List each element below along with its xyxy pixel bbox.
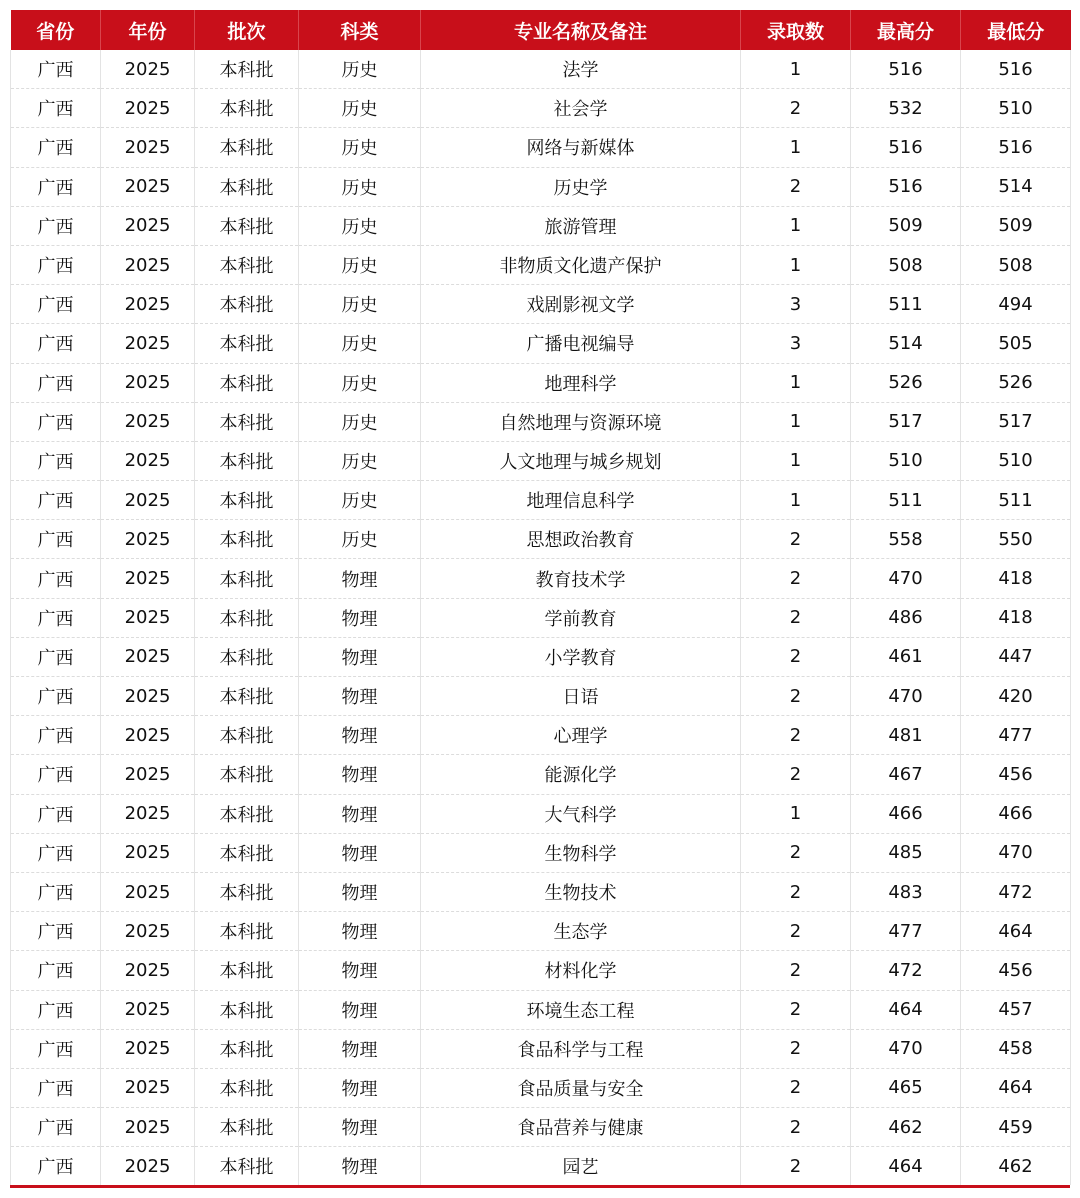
header-lowest-score: 最低分: [961, 10, 1071, 50]
table-row: [11, 716, 1071, 755]
header-batch: 批次: [195, 10, 299, 50]
table-row: [11, 89, 1071, 128]
batch-cell: 本科批: [195, 441, 299, 480]
major-name-cell: 地理信息科学: [421, 481, 741, 520]
major-name-cell: 广播电视编导: [421, 324, 741, 363]
subject-category-cell: 物理: [299, 637, 421, 676]
table-header: [11, 10, 1071, 50]
admitted-count-cell: 1: [741, 794, 851, 833]
batch-cell: 本科批: [195, 520, 299, 559]
subject-category-cell: 物理: [299, 794, 421, 833]
batch-cell: 本科批: [195, 50, 299, 89]
lowest-score-cell: 509: [961, 206, 1071, 245]
admitted-count-cell: 3: [741, 285, 851, 324]
province-cell: 广西: [11, 481, 101, 520]
year-cell: 2025: [101, 637, 195, 676]
year-cell: 2025: [101, 167, 195, 206]
table-row: [11, 637, 1071, 676]
highest-score-cell: 511: [851, 481, 961, 520]
highest-score-cell: 509: [851, 206, 961, 245]
lowest-score-cell: 464: [961, 1068, 1071, 1107]
major-name-cell: 心理学: [421, 716, 741, 755]
lowest-score-cell: 418: [961, 559, 1071, 598]
province-cell: 广西: [11, 1108, 101, 1147]
year-cell: 2025: [101, 481, 195, 520]
subject-category-cell: 物理: [299, 598, 421, 637]
major-name-cell: 地理科学: [421, 363, 741, 402]
highest-score-cell: 510: [851, 441, 961, 480]
year-cell: 2025: [101, 755, 195, 794]
batch-cell: 本科批: [195, 481, 299, 520]
subject-category-cell: 物理: [299, 872, 421, 911]
admitted-count-cell: 2: [741, 990, 851, 1029]
lowest-score-cell: 418: [961, 598, 1071, 637]
year-cell: 2025: [101, 363, 195, 402]
subject-category-cell: 历史: [299, 245, 421, 284]
lowest-score-cell: 457: [961, 990, 1071, 1029]
highest-score-cell: 516: [851, 50, 961, 89]
year-cell: 2025: [101, 716, 195, 755]
province-cell: 广西: [11, 89, 101, 128]
province-cell: 广西: [11, 833, 101, 872]
year-cell: 2025: [101, 1108, 195, 1147]
lowest-score-cell: 459: [961, 1108, 1071, 1147]
admitted-count-cell: 2: [741, 167, 851, 206]
major-name-cell: 生态学: [421, 912, 741, 951]
subject-category-cell: 历史: [299, 89, 421, 128]
table-row: [11, 677, 1071, 716]
subject-category-cell: 物理: [299, 1147, 421, 1186]
lowest-score-cell: 526: [961, 363, 1071, 402]
highest-score-cell: 470: [851, 559, 961, 598]
table-row: [11, 324, 1071, 363]
major-name-cell: 学前教育: [421, 598, 741, 637]
major-name-cell: 小学教育: [421, 637, 741, 676]
year-cell: 2025: [101, 872, 195, 911]
table-row: [11, 1068, 1071, 1107]
province-cell: 广西: [11, 872, 101, 911]
province-cell: 广西: [11, 794, 101, 833]
major-name-cell: 戏剧影视文学: [421, 285, 741, 324]
year-cell: 2025: [101, 1147, 195, 1186]
highest-score-cell: 462: [851, 1108, 961, 1147]
year-cell: 2025: [101, 990, 195, 1029]
lowest-score-cell: 447: [961, 637, 1071, 676]
province-cell: 广西: [11, 951, 101, 990]
highest-score-cell: 483: [851, 872, 961, 911]
major-name-cell: 教育技术学: [421, 559, 741, 598]
highest-score-cell: 486: [851, 598, 961, 637]
admitted-count-cell: 2: [741, 520, 851, 559]
admitted-count-cell: 2: [741, 559, 851, 598]
admission-score-table: [10, 10, 1071, 1185]
province-cell: 广西: [11, 1029, 101, 1068]
year-cell: 2025: [101, 285, 195, 324]
province-cell: 广西: [11, 167, 101, 206]
table-body: [11, 50, 1071, 1185]
table-row: [11, 559, 1071, 598]
table-row: [11, 520, 1071, 559]
highest-score-cell: 477: [851, 912, 961, 951]
header-major-name: 专业名称及备注: [421, 10, 741, 50]
table-row: [11, 128, 1071, 167]
major-name-cell: 思想政治教育: [421, 520, 741, 559]
year-cell: 2025: [101, 402, 195, 441]
province-cell: 广西: [11, 441, 101, 480]
header-highest-score: 最高分: [851, 10, 961, 50]
subject-category-cell: 历史: [299, 285, 421, 324]
batch-cell: 本科批: [195, 637, 299, 676]
lowest-score-cell: 508: [961, 245, 1071, 284]
admitted-count-cell: 2: [741, 1029, 851, 1068]
highest-score-cell: 516: [851, 128, 961, 167]
highest-score-cell: 558: [851, 520, 961, 559]
province-cell: 广西: [11, 1147, 101, 1186]
table-row: [11, 481, 1071, 520]
highest-score-cell: 532: [851, 89, 961, 128]
subject-category-cell: 历史: [299, 402, 421, 441]
province-cell: 广西: [11, 637, 101, 676]
year-cell: 2025: [101, 559, 195, 598]
province-cell: 广西: [11, 363, 101, 402]
subject-category-cell: 物理: [299, 755, 421, 794]
year-cell: 2025: [101, 441, 195, 480]
batch-cell: 本科批: [195, 128, 299, 167]
table-row: [11, 833, 1071, 872]
highest-score-cell: 514: [851, 324, 961, 363]
year-cell: 2025: [101, 206, 195, 245]
batch-cell: 本科批: [195, 1108, 299, 1147]
lowest-score-cell: 510: [961, 89, 1071, 128]
lowest-score-cell: 516: [961, 128, 1071, 167]
major-name-cell: 人文地理与城乡规划: [421, 441, 741, 480]
subject-category-cell: 物理: [299, 559, 421, 598]
header-admitted-count: 录取数: [741, 10, 851, 50]
major-name-cell: 食品科学与工程: [421, 1029, 741, 1068]
province-cell: 广西: [11, 1068, 101, 1107]
table-row: [11, 167, 1071, 206]
province-cell: 广西: [11, 990, 101, 1029]
major-name-cell: 能源化学: [421, 755, 741, 794]
highest-score-cell: 481: [851, 716, 961, 755]
province-cell: 广西: [11, 677, 101, 716]
province-cell: 广西: [11, 50, 101, 89]
batch-cell: 本科批: [195, 167, 299, 206]
table-row: [11, 951, 1071, 990]
subject-category-cell: 历史: [299, 206, 421, 245]
batch-cell: 本科批: [195, 872, 299, 911]
lowest-score-cell: 420: [961, 677, 1071, 716]
lowest-score-cell: 514: [961, 167, 1071, 206]
subject-category-cell: 物理: [299, 1029, 421, 1068]
major-name-cell: 材料化学: [421, 951, 741, 990]
subject-category-cell: 历史: [299, 363, 421, 402]
table-row: [11, 363, 1071, 402]
major-name-cell: 生物科学: [421, 833, 741, 872]
admitted-count-cell: 2: [741, 755, 851, 794]
table-row: [11, 245, 1071, 284]
admitted-count-cell: 3: [741, 324, 851, 363]
lowest-score-cell: 511: [961, 481, 1071, 520]
admitted-count-cell: 1: [741, 402, 851, 441]
highest-score-cell: 470: [851, 677, 961, 716]
admitted-count-cell: 2: [741, 677, 851, 716]
admitted-count-cell: 2: [741, 912, 851, 951]
lowest-score-cell: 516: [961, 50, 1071, 89]
year-cell: 2025: [101, 128, 195, 167]
subject-category-cell: 物理: [299, 833, 421, 872]
year-cell: 2025: [101, 794, 195, 833]
major-name-cell: 生物技术: [421, 872, 741, 911]
highest-score-cell: 461: [851, 637, 961, 676]
major-name-cell: 法学: [421, 50, 741, 89]
batch-cell: 本科批: [195, 206, 299, 245]
highest-score-cell: 517: [851, 402, 961, 441]
major-name-cell: 食品营养与健康: [421, 1108, 741, 1147]
admitted-count-cell: 1: [741, 50, 851, 89]
table-row: [11, 1029, 1071, 1068]
subject-category-cell: 物理: [299, 1108, 421, 1147]
highest-score-cell: 526: [851, 363, 961, 402]
year-cell: 2025: [101, 951, 195, 990]
batch-cell: 本科批: [195, 324, 299, 363]
lowest-score-cell: 472: [961, 872, 1071, 911]
province-cell: 广西: [11, 245, 101, 284]
province-cell: 广西: [11, 128, 101, 167]
batch-cell: 本科批: [195, 833, 299, 872]
batch-cell: 本科批: [195, 1147, 299, 1186]
batch-cell: 本科批: [195, 598, 299, 637]
highest-score-cell: 472: [851, 951, 961, 990]
lowest-score-cell: 477: [961, 716, 1071, 755]
batch-cell: 本科批: [195, 794, 299, 833]
lowest-score-cell: 510: [961, 441, 1071, 480]
subject-category-cell: 历史: [299, 128, 421, 167]
batch-cell: 本科批: [195, 363, 299, 402]
lowest-score-cell: 464: [961, 912, 1071, 951]
table-row: [11, 402, 1071, 441]
year-cell: 2025: [101, 89, 195, 128]
admitted-count-cell: 2: [741, 951, 851, 990]
table-row: [11, 441, 1071, 480]
subject-category-cell: 物理: [299, 951, 421, 990]
highest-score-cell: 464: [851, 1147, 961, 1186]
province-cell: 广西: [11, 324, 101, 363]
year-cell: 2025: [101, 1068, 195, 1107]
subject-category-cell: 历史: [299, 520, 421, 559]
subject-category-cell: 历史: [299, 50, 421, 89]
batch-cell: 本科批: [195, 89, 299, 128]
subject-category-cell: 物理: [299, 1068, 421, 1107]
year-cell: 2025: [101, 912, 195, 951]
province-cell: 广西: [11, 285, 101, 324]
lowest-score-cell: 517: [961, 402, 1071, 441]
subject-category-cell: 历史: [299, 167, 421, 206]
subject-category-cell: 历史: [299, 481, 421, 520]
highest-score-cell: 464: [851, 990, 961, 1029]
province-cell: 广西: [11, 206, 101, 245]
table-row: [11, 285, 1071, 324]
batch-cell: 本科批: [195, 677, 299, 716]
subject-category-cell: 历史: [299, 441, 421, 480]
admitted-count-cell: 2: [741, 872, 851, 911]
admitted-count-cell: 1: [741, 481, 851, 520]
table-row: [11, 1147, 1071, 1186]
lowest-score-cell: 550: [961, 520, 1071, 559]
lowest-score-cell: 462: [961, 1147, 1071, 1186]
header-row: [11, 10, 1071, 50]
province-cell: 广西: [11, 755, 101, 794]
admitted-count-cell: 2: [741, 637, 851, 676]
admitted-count-cell: 1: [741, 363, 851, 402]
admitted-count-cell: 2: [741, 716, 851, 755]
admitted-count-cell: 2: [741, 833, 851, 872]
batch-cell: 本科批: [195, 245, 299, 284]
table-row: [11, 990, 1071, 1029]
highest-score-cell: 467: [851, 755, 961, 794]
lowest-score-cell: 466: [961, 794, 1071, 833]
major-name-cell: 旅游管理: [421, 206, 741, 245]
table-row: [11, 794, 1071, 833]
major-name-cell: 大气科学: [421, 794, 741, 833]
highest-score-cell: 485: [851, 833, 961, 872]
province-cell: 广西: [11, 520, 101, 559]
lowest-score-cell: 505: [961, 324, 1071, 363]
admitted-count-cell: 2: [741, 1147, 851, 1186]
admitted-count-cell: 1: [741, 441, 851, 480]
highest-score-cell: 470: [851, 1029, 961, 1068]
major-name-cell: 历史学: [421, 167, 741, 206]
header-province: 省份: [11, 10, 101, 50]
table-row: [11, 755, 1071, 794]
batch-cell: 本科批: [195, 716, 299, 755]
table-row: [11, 872, 1071, 911]
admitted-count-cell: 1: [741, 245, 851, 284]
admitted-count-cell: 1: [741, 128, 851, 167]
table-row: [11, 912, 1071, 951]
major-name-cell: 社会学: [421, 89, 741, 128]
province-cell: 广西: [11, 559, 101, 598]
table-row: [11, 1108, 1071, 1147]
table-row: [11, 50, 1071, 89]
table-row: [11, 598, 1071, 637]
year-cell: 2025: [101, 245, 195, 284]
subject-category-cell: 物理: [299, 677, 421, 716]
year-cell: 2025: [101, 520, 195, 559]
year-cell: 2025: [101, 598, 195, 637]
major-name-cell: 食品质量与安全: [421, 1068, 741, 1107]
batch-cell: 本科批: [195, 1068, 299, 1107]
batch-cell: 本科批: [195, 912, 299, 951]
batch-cell: 本科批: [195, 1029, 299, 1068]
highest-score-cell: 516: [851, 167, 961, 206]
batch-cell: 本科批: [195, 559, 299, 598]
lowest-score-cell: 456: [961, 755, 1071, 794]
subject-category-cell: 物理: [299, 912, 421, 951]
header-year: 年份: [101, 10, 195, 50]
batch-cell: 本科批: [195, 990, 299, 1029]
year-cell: 2025: [101, 1029, 195, 1068]
batch-cell: 本科批: [195, 402, 299, 441]
subject-category-cell: 历史: [299, 324, 421, 363]
province-cell: 广西: [11, 716, 101, 755]
lowest-score-cell: 494: [961, 285, 1071, 324]
major-name-cell: 自然地理与资源环境: [421, 402, 741, 441]
major-name-cell: 日语: [421, 677, 741, 716]
highest-score-cell: 511: [851, 285, 961, 324]
major-name-cell: 环境生态工程: [421, 990, 741, 1029]
year-cell: 2025: [101, 50, 195, 89]
bottom-rule: [10, 1185, 1070, 1188]
year-cell: 2025: [101, 677, 195, 716]
admitted-count-cell: 2: [741, 1068, 851, 1107]
major-name-cell: 非物质文化遗产保护: [421, 245, 741, 284]
year-cell: 2025: [101, 833, 195, 872]
batch-cell: 本科批: [195, 285, 299, 324]
highest-score-cell: 466: [851, 794, 961, 833]
highest-score-cell: 465: [851, 1068, 961, 1107]
year-cell: 2025: [101, 324, 195, 363]
lowest-score-cell: 456: [961, 951, 1071, 990]
header-subject-category: 科类: [299, 10, 421, 50]
admitted-count-cell: 2: [741, 598, 851, 637]
batch-cell: 本科批: [195, 755, 299, 794]
subject-category-cell: 物理: [299, 990, 421, 1029]
lowest-score-cell: 470: [961, 833, 1071, 872]
subject-category-cell: 物理: [299, 716, 421, 755]
lowest-score-cell: 458: [961, 1029, 1071, 1068]
province-cell: 广西: [11, 598, 101, 637]
table-row: [11, 206, 1071, 245]
major-name-cell: 网络与新媒体: [421, 128, 741, 167]
admitted-count-cell: 1: [741, 206, 851, 245]
admission-score-table-container: [10, 10, 1070, 1188]
province-cell: 广西: [11, 402, 101, 441]
major-name-cell: 园艺: [421, 1147, 741, 1186]
admitted-count-cell: 2: [741, 89, 851, 128]
batch-cell: 本科批: [195, 951, 299, 990]
admitted-count-cell: 2: [741, 1108, 851, 1147]
highest-score-cell: 508: [851, 245, 961, 284]
province-cell: 广西: [11, 912, 101, 951]
